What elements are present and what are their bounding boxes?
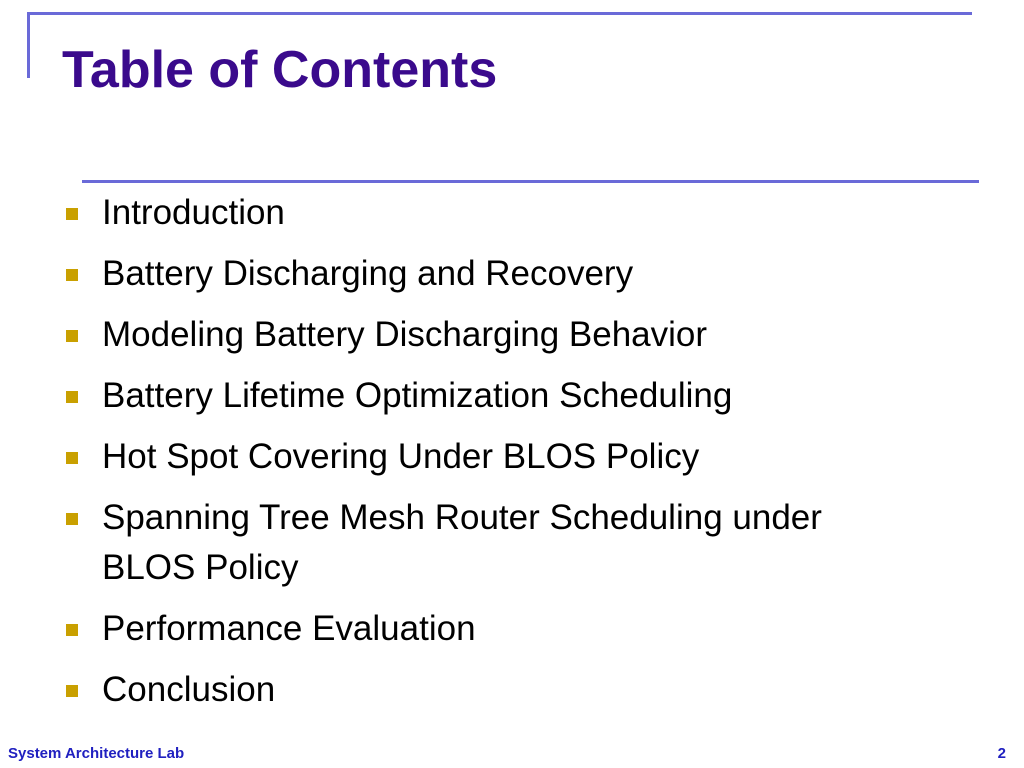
left-rule: [27, 12, 30, 78]
square-bullet-icon: [66, 452, 78, 464]
list-item-label: Performance Evaluation: [102, 609, 476, 648]
list-item-label: Conclusion: [102, 670, 276, 709]
list-item-label: Introduction: [102, 193, 285, 232]
list-item: [62, 371, 962, 421]
square-bullet-icon: [66, 208, 78, 220]
page-number: 2: [997, 745, 1006, 762]
list-item-label: Battery Discharging and Recovery: [102, 254, 634, 293]
list-item-label: Modeling Battery Discharging Behavior: [102, 315, 708, 354]
slide-title: Table of Contents: [62, 41, 498, 99]
footer-lab-name: System Architecture Lab: [8, 745, 185, 762]
list-item: [62, 665, 962, 715]
square-bullet-icon: [66, 391, 78, 403]
square-bullet-icon: [66, 269, 78, 281]
top-rule: [27, 12, 972, 15]
list-item-label: Battery Lifetime Optimization Scheduling: [102, 376, 733, 415]
list-item: [62, 310, 962, 360]
square-bullet-icon: [66, 685, 78, 697]
list-item: [62, 249, 962, 299]
list-item: [62, 493, 902, 593]
list-item-label: Hot Spot Covering Under BLOS Policy: [102, 437, 700, 476]
list-item: [62, 188, 962, 238]
list-item: [62, 604, 962, 654]
list-item-label: Spanning Tree Mesh Router Scheduling under BLOS Policy: [102, 498, 822, 587]
title-divider: [82, 180, 979, 183]
square-bullet-icon: [66, 624, 78, 636]
square-bullet-icon: [66, 330, 78, 342]
list-item: [62, 432, 962, 482]
square-bullet-icon: [66, 513, 78, 525]
contents-list: [62, 188, 962, 726]
